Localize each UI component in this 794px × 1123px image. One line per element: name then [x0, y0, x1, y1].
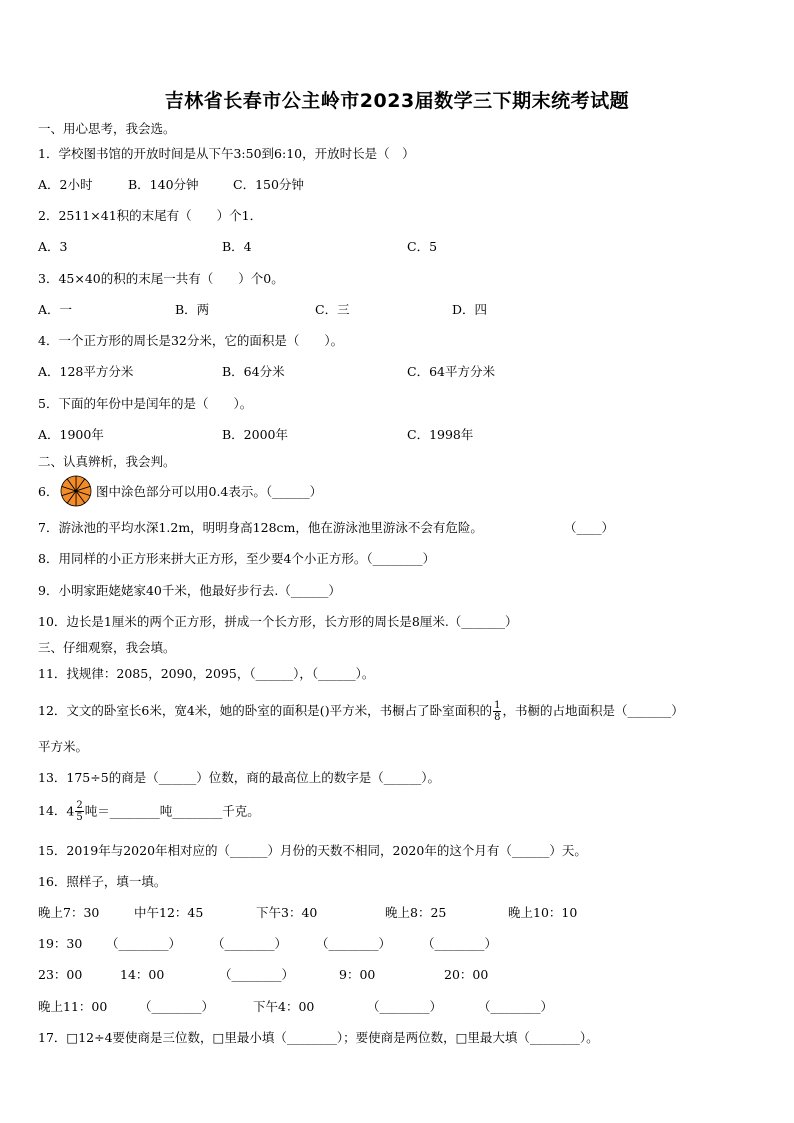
q16-r3-c2: 14：00	[120, 967, 165, 982]
q16-r2-c3[interactable]: （________）	[212, 936, 288, 951]
question-4: 4．一个正方形的周长是32分米，它的面积是（ ）。	[38, 333, 344, 348]
q3-option-b: B．两	[175, 302, 210, 317]
q16-r2-c4[interactable]: （________）	[316, 936, 392, 951]
q16-r2-c5[interactable]: （________）	[422, 936, 498, 951]
section-1-heading: 一、用心思考，我会选。	[38, 121, 176, 136]
q12-frac-den: 8	[494, 712, 501, 723]
q16-r3-c3[interactable]: （________）	[219, 967, 295, 982]
q12-fraction	[493, 700, 501, 723]
q4-option-a: A．128平方分米	[38, 364, 134, 379]
q14-fraction	[75, 800, 83, 823]
question-13: 13．175÷5的商是（______）位数，商的最高位上的数字是（______）。	[38, 770, 440, 785]
q2-option-c: C．5	[407, 239, 438, 254]
question-8: 8．用同样的小正方形来拼大正方形，至少要4个小正方形。（________）	[38, 551, 436, 566]
q16-r3-c4: 9：00	[339, 967, 376, 982]
question-11: 11．找规律：2085，2090，2095，（______），（______）。	[38, 666, 375, 681]
q16-r3-c5: 20：00	[444, 967, 489, 982]
q14-number: 14．	[38, 803, 67, 818]
question-12	[38, 700, 684, 723]
q16-r2-c1: 19：30	[38, 936, 83, 951]
q16-r1-c5: 晚上10：10	[508, 905, 578, 920]
q16-r4-c5[interactable]: （________）	[478, 999, 554, 1014]
section-2-heading: 二、认真辨析，我会判。	[38, 454, 176, 469]
q14-whole: 4	[66, 803, 75, 819]
q4-option-c: C．64平方分米	[407, 364, 495, 379]
question-15: 15．2019年与2020年相对应的（______）月份的天数不相同，2020年的这个月有（______）天。	[38, 843, 587, 858]
q1-option-c: C．150分钟	[233, 177, 304, 192]
q5-option-c: C．1998年	[407, 427, 474, 442]
pie-circle-icon	[60, 475, 92, 507]
q16-r4-c3: 下午4：00	[253, 999, 315, 1014]
q16-r1-c4: 晚上8：25	[385, 905, 447, 920]
question-9: 9．小明家距姥姥家40千米，他最好步行去.（______）	[38, 583, 341, 598]
q1-option-a: A．2小时	[38, 177, 93, 192]
q16-r1-c2: 中午12：45	[134, 905, 204, 920]
question-16: 16．照样子，填一填。	[38, 874, 167, 889]
question-10: 10．边长是1厘米的两个正方形，拼成一个长方形，长方形的周长是8厘米.（_______）	[38, 614, 518, 629]
q14-frac-den: 5	[76, 812, 83, 823]
q7-answer-blank[interactable]: （____）	[564, 520, 615, 535]
q12-frac-num: 1	[494, 700, 501, 711]
q12-text-2: ，书橱的占地面积是（_______）	[502, 703, 684, 718]
q12-text: 12．文文的卧室长6米，宽4米，她的卧室的面积是()平方米，书橱占了卧室面积的	[38, 703, 493, 718]
q16-r4-c4[interactable]: （________）	[367, 999, 443, 1014]
q16-r4-c1: 晚上11：00	[38, 999, 108, 1014]
page-title: 吉林省长春市公主岭市2023届数学三下期末统考试题	[164, 90, 630, 112]
q14-frac-num: 2	[76, 800, 83, 811]
q3-option-c: C．三	[315, 302, 350, 317]
q16-r3-c1: 23：00	[38, 967, 83, 982]
question-2: 2．2511×41积的末尾有（ ）个1．	[38, 208, 263, 223]
q2-option-a: A．3	[38, 239, 68, 254]
q3-option-d: D．四	[452, 302, 488, 317]
question-17: 17．□12÷4要使商是三位数，□里最小填（________）；要使商是两位数，□里最大填（________）。	[38, 1030, 599, 1045]
q3-option-a: A．一	[38, 302, 73, 317]
question-7: 7．游泳池的平均水深1.2m，明明身高128cm，他在游泳池里游泳不会有危险。	[38, 520, 483, 535]
question-5: 5．下面的年份中是闰年的是（ ）。	[38, 396, 253, 411]
q4-option-b: B．64分米	[222, 364, 285, 379]
q16-r2-c2[interactable]: （________）	[106, 936, 182, 951]
question-12-continued: 平方米。	[38, 739, 89, 754]
q5-option-a: A．1900年	[38, 427, 104, 442]
q14-text: 吨＝________吨________千克。	[84, 803, 260, 819]
question-6-number: 6．	[38, 484, 59, 499]
q16-r4-c2[interactable]: （________）	[139, 999, 215, 1014]
q1-option-b: B．140分钟	[128, 177, 199, 192]
q2-option-b: B．4	[222, 239, 252, 254]
q5-option-b: B．2000年	[222, 427, 288, 442]
q16-r1-c3: 下午3：40	[256, 905, 318, 920]
question-3: 3．45×40的积的末尾一共有（ ）个0。	[38, 271, 284, 286]
question-6: 图中涂色部分可以用0.4表示。（______）	[96, 484, 323, 499]
question-14	[38, 800, 260, 823]
question-1: 1．学校图书馆的开放时间是从下午3:50到6:10，开放时长是（ ）	[38, 146, 415, 161]
q16-r1-c1: 晚上7：30	[38, 905, 100, 920]
section-3-heading: 三、仔细观察，我会填。	[38, 640, 176, 655]
